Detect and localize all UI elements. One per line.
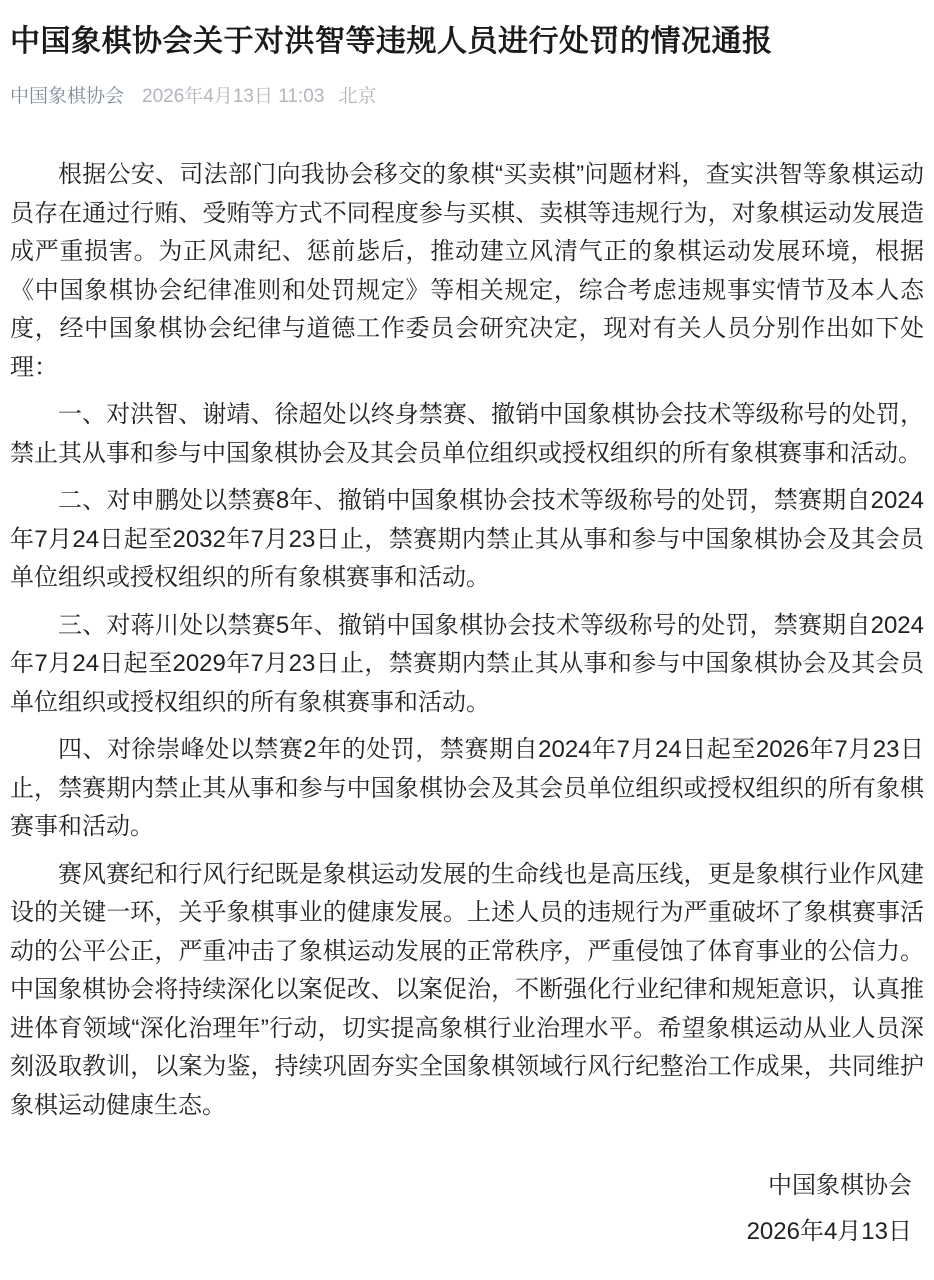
paragraph-penalty-2: 二、对申鹏处以禁赛8年、撤销中国象棋协会技术等级称号的处罚，禁赛期自2024年7月24日起至2032年7月23日止，禁赛期内禁止其从事和参与中国象棋协会及其会员单位组织或授权组织的所有象棋赛事和活动。: [10, 487, 924, 591]
signature-org: 中国象棋协会: [768, 1172, 912, 1199]
paragraph-penalty-3: 三、对蒋川处以禁赛5年、撤销中国象棋协会技术等级称号的处罚，禁赛期自2024年7月24日起至2029年7月23日止，禁赛期内禁止其从事和参与中国象棋协会及其会员单位组织或授权组织的所有象棋赛事和活动。: [10, 611, 924, 716]
byline-source: 中国象棋协会: [10, 86, 125, 107]
paragraph-penalty-1: 一、对洪智、谢靖、徐超处以终身禁赛、撤销中国象棋协会技术等级称号的处罚，禁止其从事和参与中国象棋协会及其会员单位组织或授权组织的所有象棋赛事和活动。: [10, 401, 924, 467]
article-page: [0, 24, 934, 1280]
paragraph-intro: 根据公安、司法部门向我协会移交的象棋“买卖棋”问题材料，查实洪智等象棋运动员存在通过行贿、受贿等方式不同程度参与买棋、卖棋等违规行为，对象棋运动发展造成严重损害。为正风肃纪、惩前毖后，推动建立风清气正的象棋运动发展环境，根据《中国象棋协会纪律准则和处罚规定》等相关规定，综合考虑违规事实情节及本人态度，经中国象棋协会纪律与道德工作委员会研究决定，现对有关人员分别作出如下处理：: [10, 161, 924, 381]
byline-location: 北京: [338, 86, 377, 107]
byline: [10, 85, 924, 109]
article-body: [10, 156, 924, 1125]
byline-datetime: 2026年4月13日 11:03: [142, 86, 325, 107]
paragraph-conclusion: 赛风赛纪和行风行纪既是象棋运动发展的生命线也是高压线，更是象棋行业作风建设的关键一环，关乎象棋事业的健康发展。上述人员的违规行为严重破坏了象棋赛事活动的公平公正，严重冲击了象棋运动发展的正常秩序，严重侵蚀了体育事业的公信力。中国象棋协会将持续深化以案促改、以案促治，不断强化行业纪律和规矩意识，认真推进体育领域“深化治理年”行动，切实提高象棋行业治理水平。希望象棋运动从业人员深刻汲取教训，以案为鉴，持续巩固夯实全国象棋领域行风行纪整治工作成果，共同维护象棋运动健康生态。: [10, 860, 924, 1119]
page-title: 中国象棋协会关于对洪智等违规人员进行处罚的情况通报: [10, 25, 773, 58]
paragraph-penalty-4: 四、对徐崇峰处以禁赛2年的处罚，禁赛期自2024年7月24日起至2026年7月23日止，禁赛期内禁止其从事和参与中国象棋协会及其会员单位组织或授权组织的所有象棋赛事和活动。: [10, 736, 924, 840]
signature-block: [10, 1167, 924, 1251]
signature-date: 2026年4月13日: [746, 1217, 912, 1245]
